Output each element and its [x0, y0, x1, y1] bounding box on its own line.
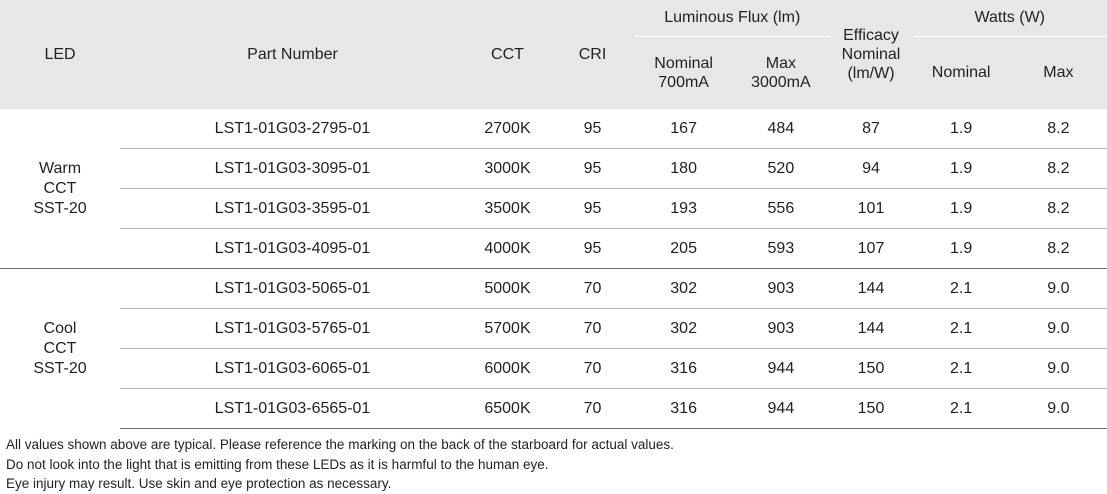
- cell-watts-nominal: 2.1: [913, 389, 1010, 429]
- cell-part-number: LST1-01G03-5065-01: [120, 269, 465, 309]
- cell-efficacy: 87: [830, 109, 913, 149]
- cell-cri: 70: [550, 349, 635, 389]
- cell-flux-nominal: 167: [635, 109, 732, 149]
- cell-flux-max: 944: [732, 349, 829, 389]
- cell-part-number: LST1-01G03-5765-01: [120, 309, 465, 349]
- cell-efficacy: 144: [830, 309, 913, 349]
- cell-flux-nominal: 205: [635, 229, 732, 269]
- column-header-efficacy: [830, 0, 913, 109]
- flux-nominal-line-2: 700mA: [635, 73, 732, 92]
- column-group-header-luminous-flux: Luminous Flux (lm): [635, 0, 830, 37]
- cell-flux-nominal: 302: [635, 309, 732, 349]
- cell-cri: 95: [550, 189, 635, 229]
- flux-max-line-1: Max: [732, 54, 829, 73]
- cell-flux-max: 556: [732, 189, 829, 229]
- cell-efficacy: 107: [830, 229, 913, 269]
- cell-part-number: LST1-01G03-6065-01: [120, 349, 465, 389]
- cell-flux-max: 903: [732, 269, 829, 309]
- cell-efficacy: 101: [830, 189, 913, 229]
- cell-flux-nominal: 316: [635, 349, 732, 389]
- column-header-watts-nominal: Nominal: [913, 37, 1010, 110]
- table-body: [0, 109, 1107, 429]
- table-row: [0, 309, 1107, 349]
- row-group-label-cool: [0, 269, 120, 429]
- cell-watts-nominal: 2.1: [913, 309, 1010, 349]
- table-row: [0, 109, 1107, 149]
- column-header-cct: CCT: [465, 0, 550, 109]
- cell-flux-max: 903: [732, 309, 829, 349]
- column-header-flux-max: [732, 37, 829, 110]
- cell-cri: 70: [550, 309, 635, 349]
- cell-flux-nominal: 302: [635, 269, 732, 309]
- footnote-line-3: Eye injury may result. Use skin and eye protection as necessary.: [6, 474, 1101, 494]
- cell-cct: 2700K: [465, 109, 550, 149]
- header-row-top: [0, 0, 1107, 37]
- cell-watts-max: 9.0: [1010, 269, 1107, 309]
- cell-cri: 95: [550, 109, 635, 149]
- column-header-led: LED: [0, 0, 120, 109]
- row-group-label-warm: [0, 109, 120, 269]
- column-header-watts-max: Max: [1010, 37, 1107, 110]
- group-label-line-1: Warm: [0, 159, 120, 179]
- cell-efficacy: 150: [830, 389, 913, 429]
- cell-cct: 4000K: [465, 229, 550, 269]
- cell-watts-max: 9.0: [1010, 389, 1107, 429]
- cell-watts-nominal: 1.9: [913, 189, 1010, 229]
- cell-watts-max: 9.0: [1010, 349, 1107, 389]
- group-label-line-3: SST-20: [0, 199, 120, 219]
- cell-watts-max: 8.2: [1010, 189, 1107, 229]
- cell-flux-max: 520: [732, 149, 829, 189]
- cell-efficacy: 150: [830, 349, 913, 389]
- table-row: [0, 349, 1107, 389]
- cell-efficacy: 144: [830, 269, 913, 309]
- footnote-line-2: Do not look into the light that is emitting from these LEDs as it is harmful to the human eye.: [6, 455, 1101, 475]
- footnote-line-1: All values shown above are typical. Please reference the marking on the back of the starboard for actual values.: [6, 435, 1101, 455]
- cell-cct: 5700K: [465, 309, 550, 349]
- efficacy-line-2: Nominal: [830, 45, 913, 64]
- cell-flux-max: 484: [732, 109, 829, 149]
- cell-watts-nominal: 1.9: [913, 229, 1010, 269]
- cell-efficacy: 94: [830, 149, 913, 189]
- cell-flux-nominal: 316: [635, 389, 732, 429]
- cell-cct: 3500K: [465, 189, 550, 229]
- column-header-cri: CRI: [550, 0, 635, 109]
- cell-flux-max: 944: [732, 389, 829, 429]
- table-row: [0, 389, 1107, 429]
- cell-part-number: LST1-01G03-3095-01: [120, 149, 465, 189]
- efficacy-line-1: Efficacy: [830, 26, 913, 45]
- cell-cct: 6500K: [465, 389, 550, 429]
- cell-watts-nominal: 1.9: [913, 149, 1010, 189]
- cell-watts-max: 8.2: [1010, 229, 1107, 269]
- cell-watts-nominal: 1.9: [913, 109, 1010, 149]
- flux-nominal-line-1: Nominal: [635, 54, 732, 73]
- group-label-line-2: CCT: [0, 339, 120, 359]
- cell-cct: 6000K: [465, 349, 550, 389]
- cell-cri: 70: [550, 389, 635, 429]
- footnotes: [0, 429, 1107, 494]
- group-label-line-3: SST-20: [0, 359, 120, 379]
- cell-cri: 95: [550, 229, 635, 269]
- cell-watts-max: 9.0: [1010, 309, 1107, 349]
- group-label-line-1: Cool: [0, 319, 120, 339]
- cell-part-number: LST1-01G03-2795-01: [120, 109, 465, 149]
- efficacy-line-3: (lm/W): [830, 64, 913, 83]
- table-row: [0, 269, 1107, 309]
- table-row: [0, 229, 1107, 269]
- cell-watts-max: 8.2: [1010, 149, 1107, 189]
- cell-flux-max: 593: [732, 229, 829, 269]
- cell-watts-max: 8.2: [1010, 109, 1107, 149]
- cell-part-number: LST1-01G03-4095-01: [120, 229, 465, 269]
- cell-part-number: LST1-01G03-3595-01: [120, 189, 465, 229]
- flux-max-line-2: 3000mA: [732, 73, 829, 92]
- cell-cct: 5000K: [465, 269, 550, 309]
- cell-cct: 3000K: [465, 149, 550, 189]
- table-header: [0, 0, 1107, 109]
- column-header-flux-nominal: [635, 37, 732, 110]
- cell-watts-nominal: 2.1: [913, 349, 1010, 389]
- cell-cri: 70: [550, 269, 635, 309]
- column-header-part-number: Part Number: [120, 0, 465, 109]
- table-row: [0, 189, 1107, 229]
- column-group-header-watts: Watts (W): [913, 0, 1107, 37]
- table-row: [0, 149, 1107, 189]
- cell-part-number: LST1-01G03-6565-01: [120, 389, 465, 429]
- cell-flux-nominal: 180: [635, 149, 732, 189]
- cell-flux-nominal: 193: [635, 189, 732, 229]
- cell-cri: 95: [550, 149, 635, 189]
- group-label-line-2: CCT: [0, 179, 120, 199]
- cell-watts-nominal: 2.1: [913, 269, 1010, 309]
